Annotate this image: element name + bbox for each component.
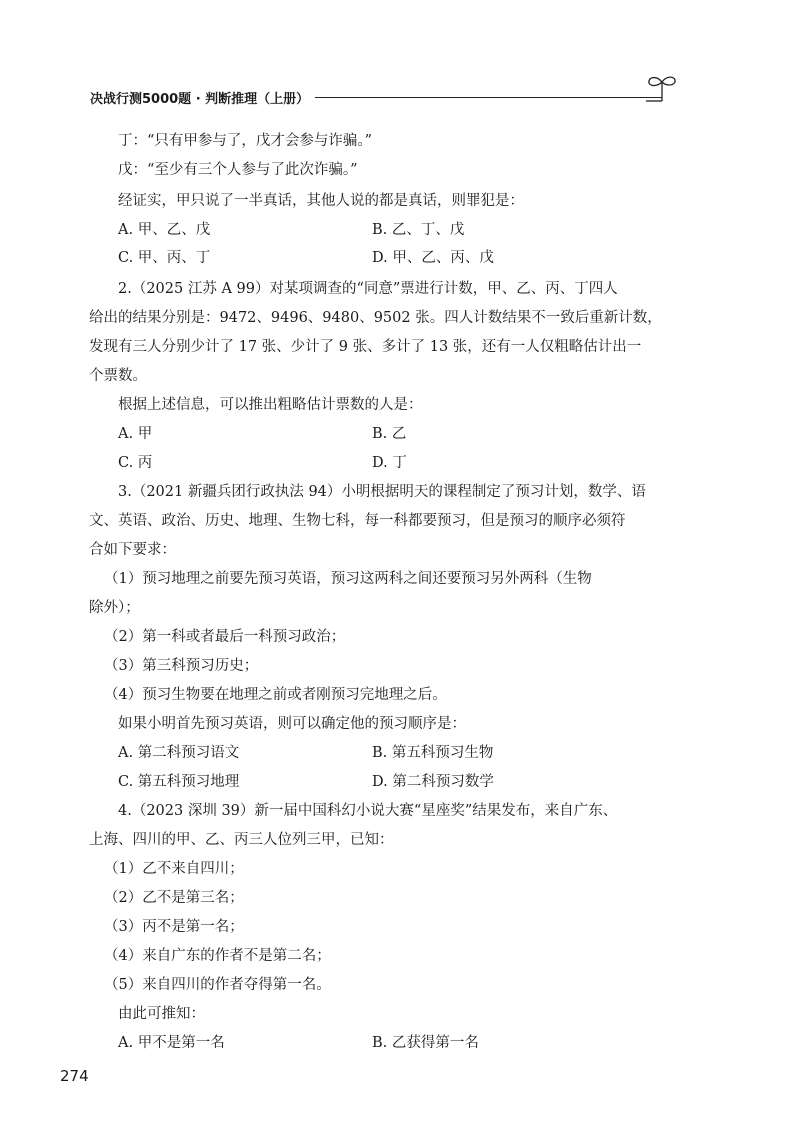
q4-condition-3: （3）丙不是第一名； [104,919,244,935]
q4-condition-5: （5）来自四川的作者夺得第一名。 [104,977,331,993]
q4-stem: 由此可推知： [118,1006,205,1022]
q3-condition-1a: （1）预习地理之前要先预习英语，预习这两科之间还要预习另外两科（生物 [104,571,592,587]
q1-option-d: D. 甲、乙、丙、戊 [372,250,494,266]
q2-option-c: C. 丙 [118,455,153,471]
q1-option-b: B. 乙、丁、戊 [372,222,465,238]
q4-text-line-2: 上海、四川的甲、乙、丙三人位列三甲，已知： [89,832,394,848]
q3-condition-3: （3）第三科预习历史； [104,658,259,674]
q3-condition-4: （4）预习生物要在地理之前或者刚预习完地理之后。 [104,687,447,703]
q3-condition-1b: 除外）； [89,600,140,616]
q3-text-line-3: 合如下要求： [89,542,176,558]
page-number: 274 [60,1067,89,1085]
header-title: 决战行测5000题 · 判断推理（上册） [90,88,315,107]
q1-stem: 经证实，甲只说了一半真话，其他人说的都是真话，则罪犯是： [118,193,524,209]
q3-option-b: B. 第五科预习生物 [372,745,494,761]
q2-text-line-1: 2.（2025 江苏 A 99）对某项调查的“同意”票进行计数，甲、乙、丙、丁四人 [118,281,618,297]
q1-option-a: A. 甲、乙、戊 [118,222,211,238]
q3-option-c: C. 第五科预习地理 [118,774,240,790]
q1-statement-wu: 戊：“至少有三个人参与了此次诈骗。” [118,162,358,178]
q2-text-line-4: 个票数。 [89,368,147,384]
q2-stem: 根据上述信息，可以推出粗略估计票数的人是： [118,397,423,413]
leaf-icon [646,73,678,103]
q3-option-a: A. 第二科预习语文 [118,745,240,761]
q3-text-line-2: 文、英语、政治、历史、地理、生物七科，每一科都要预习，但是预习的顺序必须符 [89,513,626,529]
q2-text-line-3: 发现有三人分别少计了 17 张、少计了 9 张、多计了 13 张，还有一人仅粗略估计出一 [89,339,642,355]
q4-condition-4: （4）来自广东的作者不是第二名； [104,948,331,964]
q3-condition-2: （2）第一科或者最后一科预习政治； [104,629,346,645]
q4-option-a: A. 甲不是第一名 [118,1035,225,1051]
q1-statement-ding: 丁：“只有甲参与了，戊才会参与诈骗。” [118,133,373,149]
q4-option-b: B. 乙获得第一名 [372,1035,479,1051]
q4-condition-2: （2）乙不是第三名； [104,890,244,906]
q4-condition-1: （1）乙不来自四川； [104,861,244,877]
q2-option-d: D. 丁 [372,455,407,471]
q1-option-c: C. 甲、丙、丁 [118,250,211,266]
q3-text-line-1: 3.（2021 新疆兵团行政执法 94）小明根据明天的课程制定了预习计划，数学、语 [118,484,646,500]
q3-option-d: D. 第二科预习数学 [372,774,494,790]
q4-text-line-1: 4.（2023 深圳 39）新一届中国科幻小说大赛“星座奖”结果发布，来自广东、 [118,803,618,819]
q3-stem: 如果小明首先预习英语，则可以确定他的预习顺序是： [118,716,466,732]
q2-text-line-2: 给出的结果分别是：9472、9496、9480、9502 张。四人计数结果不一致后重新计数， [89,310,662,326]
q2-option-a: A. 甲 [118,426,153,442]
q2-option-b: B. 乙 [372,426,407,442]
